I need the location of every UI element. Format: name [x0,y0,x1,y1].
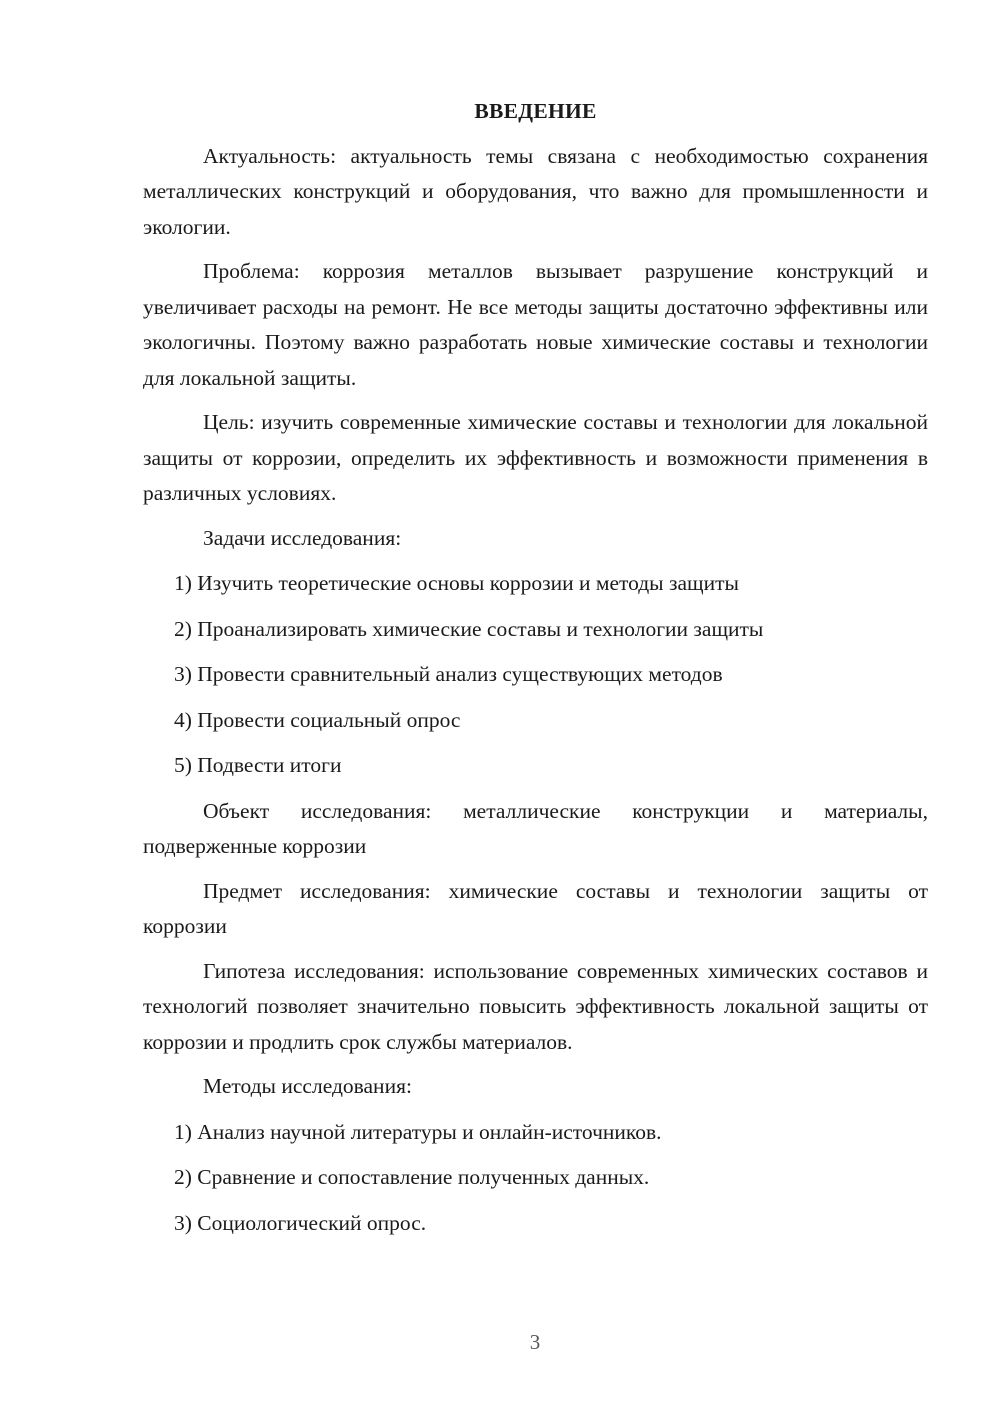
list-item: 3) Провести сравнительный анализ существующих методов [174,662,723,686]
list-item: 1) Изучить теоретические основы коррозии и методы защиты [174,571,739,595]
relevance-paragraph: Актуальность: актуальность темы связана с необходимостью сохранения металлических конструкций и оборудования, что важно для промышленности и экологии. [143,143,928,239]
page-number: 3 [529,1330,541,1354]
methods-heading: Методы исследования: [203,1074,412,1098]
list-item: 2) Проанализировать химические составы и технологии защиты [174,616,764,641]
list-item: 5) Подвести итоги [174,753,342,777]
hypothesis-paragraph: Гипотеза исследования: использование современных химических составов и технологий позволяет значительно повысить эффективность локальной защиты от коррозии и продлить срок службы материалов. [143,958,928,1054]
object-paragraph: Объект исследования: металлические конструкции и материалы, подверженные коррозии [143,798,928,858]
problem-paragraph: Проблема: коррозия металлов вызывает разрушение конструкций и увеличивает расходы на ремонт. Не все методы защиты достаточно эффективны или экологичны. Поэтому важно разработать новые химические составы и технологии для локальной защиты. [143,259,928,390]
list-item: 3) Социологический опрос. [174,1210,427,1235]
list-item: 1) Анализ научной литературы и онлайн-источников. [174,1119,662,1144]
list-item: 4) Провести социальный опрос [174,707,461,732]
methods-list [143,1115,928,1242]
tasks-heading: Задачи исследования: [203,525,402,550]
document-page [143,94,928,1251]
list-item: 2) Сравнение и сопоставление полученных данных. [174,1165,650,1189]
tasks-list [143,566,928,784]
section-title: ВВЕДЕНИЕ [474,99,597,123]
goal-paragraph: Цель: изучить современные химические составы и технологии для локальной защиты от коррозии, определить их эффективность и возможности применения в различных условиях. [143,410,928,505]
subject-paragraph: Предмет исследования: химические составы и технологии защиты от коррозии [143,878,928,938]
